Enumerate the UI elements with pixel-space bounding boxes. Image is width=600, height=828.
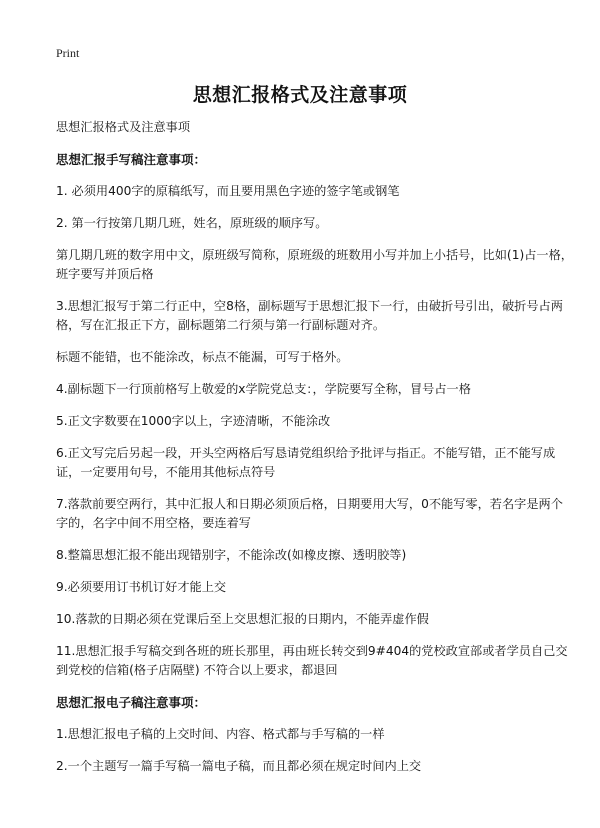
handwritten-item-7: 7.落款前要空两行，其中汇报人和日期必须顶后格，日期要用大写，0不能写零，若名字是两个字的，名字中间不用空格，要连着写 xyxy=(56,497,563,530)
handwritten-item-9: 9.必须要用订书机订好才能上交 xyxy=(56,580,227,594)
handwritten-item-6: 6.正文写完后另起一段，开头空两格后写恳请党组织给予批评与指正。不能写错，正不能写成证，一定要用句号，不能用其他标点符号 xyxy=(56,446,556,479)
print-link[interactable]: Print xyxy=(56,46,80,60)
electronic-item-2: 2.一个主题写一篇手写稿一篇电子稿，而且都必须在规定时间内上交 xyxy=(56,759,422,773)
electronic-section-heading: 思想汇报电子稿注意事项： xyxy=(56,695,207,710)
document-body xyxy=(56,118,574,789)
handwritten-item-4: 4.副标题下一行顶前格写上敬爱的x学院党总支：，学院要写全称，冒号占一格 xyxy=(56,382,471,396)
handwritten-item-3: 3.思想汇报写于第二行正中，空8格，副标题写于思想汇报下一行，由破折号引出，破折号占两格，写在汇报正下方，副标题第二行须与第一行副标题对齐。 xyxy=(56,299,563,332)
handwritten-item-3-note: 标题不能错，也不能涂改，标点不能漏，可写于格外。 xyxy=(56,350,349,364)
electronic-item-1: 1.思想汇报电子稿的上交时间、内容、格式都与手写稿的一样 xyxy=(56,727,385,741)
handwritten-item-5: 5.正文字数要在1000字以上，字迹清晰，不能涂改 xyxy=(56,414,331,428)
handwritten-item-10: 10.落款的日期必须在党课后至上交思想汇报的日期内，不能弄虚作假 xyxy=(56,612,429,626)
handwritten-item-2-note: 第几期几班的数字用中文，原班级写简称，原班级的班数用小写并加上小括号，比如(1)占一格，班字要写并顶后格 xyxy=(56,248,573,281)
handwritten-item-8: 8.整篇思想汇报不能出现错别字，不能涂改(如橡皮擦、透明胶等) xyxy=(56,548,407,562)
page-title: 思想汇报格式及注意事项 xyxy=(192,84,408,106)
handwritten-item-11: 11.思想汇报手写稿交到各班的班长那里，再由班长转交到9#404的党校政宣部或者学员自己交到党校的信箱(格子店隔壁) 不符合以上要求，都退回 xyxy=(56,644,568,677)
handwritten-item-1: 1. 必须用400字的原稿纸写，而且要用黑色字迹的签字笔或钢笔 xyxy=(56,184,400,198)
document-subtitle: 思想汇报格式及注意事项 xyxy=(56,120,191,134)
handwritten-section-heading: 思想汇报手写稿注意事项： xyxy=(56,152,207,167)
handwritten-item-2: 2. 第一行按第几期几班，姓名，原班级的顺序写。 xyxy=(56,216,328,230)
